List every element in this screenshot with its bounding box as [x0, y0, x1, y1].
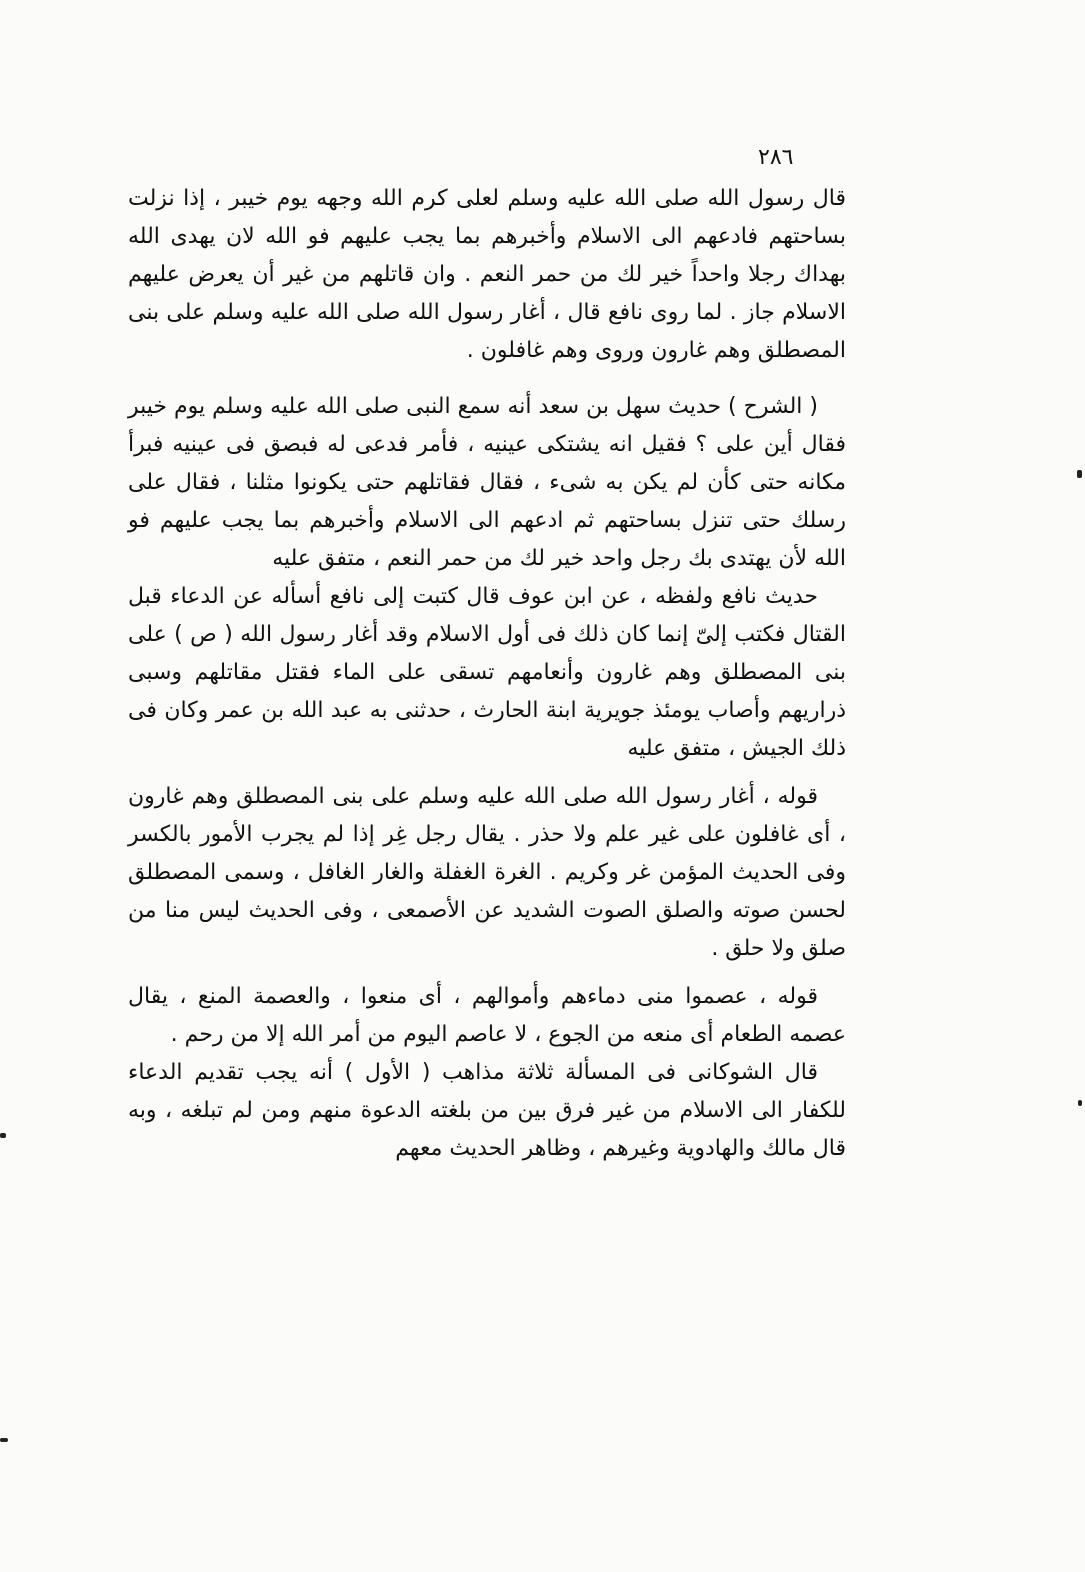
- paragraph-4: قوله ، أغار رسول الله صلى الله عليه وسلم على بنى المصطلق وهم غارون ، أى غافلون على غير علم ولا حذر . يقال رجل غِر إذا لم يجرب الأمور بالكسر وفى الحديث المؤمن غر وكريم . الغرة الغفلة والغار الغافل ، وسمى المصطلق لحسن صوته والصلق الصوت الشديد عن الأصمعى ، وفى الحديث ليس منا من صلق ولا حلق .: [128, 784, 846, 961]
- scan-mark: [1077, 470, 1082, 478]
- paragraph-5: قوله ، عصموا منى دماءهم وأموالهم ، أى منعوا ، والعصمة المنع ، يقال عصمه الطعام أى منعه من الجوع ، لا عاصم اليوم من أمر الله إلا من رحم .: [128, 984, 846, 1047]
- paragraph-3: حديث نافع ولفظه ، عن ابن عوف قال كتبت إلى نافع أسأله عن الدعاء قبل القتال فكتب إلىّ إنما كان ذلك فى أول الاسلام وقد أغار رسول الله ( ص ) على بنى المصطلق وهم غارون وأنعامهم تسقى على الماء فقتل مقاتلهم وسبى ذراريهم وأصاب يومئذ جويرية ابنة الحارث ، حدثنى به عبد الله بن عمر وكان فى ذلك الجيش ، متفق عليه: [128, 584, 846, 761]
- scan-mark: [1078, 1100, 1082, 1106]
- scan-mark: [0, 1133, 6, 1138]
- paragraph-2: ( الشرح ) حديث سهل بن سعد أنه سمع النبى صلى الله عليه وسلم يوم خيبر فقال أين على ؟ فقيل انه يشتكى عينيه ، فأمر فدعى له فبصق فى عينيه فبرأ مكانه حتى كأن لم يكن به شىء ، فقال فقاتلهم حتى يكونوا مثلنا ، فقال على رسلك حتى تنزل بساحتهم ثم ادعهم الى الاسلام وأخبرهم بما يجب عليهم فو الله لأن يهتدى بك رجل واحد خير لك من حمر النعم ، متفق عليه: [128, 394, 846, 571]
- page-number: ٢٨٦: [758, 145, 794, 170]
- paragraph-1: قال رسول الله صلى الله عليه وسلم لعلى كرم الله وجهه يوم خيبر ، إذا نزلت بساحتهم فادعهم الى الاسلام وأخبرهم بما يجب عليهم فو الله لان يهدى الله بهداك رجلا واحداً خير لك من حمر النعم . وان قاتلهم من غير أن يعرض عليهم الاسلام جاز . لما روى نافع قال ، أغار رسول الله صلى الله عليه وسلم على بنى المصطلق وهم غارون وروى وهم غافلون .: [128, 186, 846, 363]
- paragraph-6: قال الشوكانى فى المسألة ثلاثة مذاهب ( الأول ) أنه يجب تقديم الدعاء للكفار الى الاسلام من غير فرق بين من بلغته الدعوة منهم ومن لم تبلغه ، وبه قال مالك والهادوية وغيرهم ، وظاهر الحديث معهم: [128, 1060, 846, 1161]
- main-text: [128, 180, 846, 1168]
- scan-mark: [0, 1438, 8, 1442]
